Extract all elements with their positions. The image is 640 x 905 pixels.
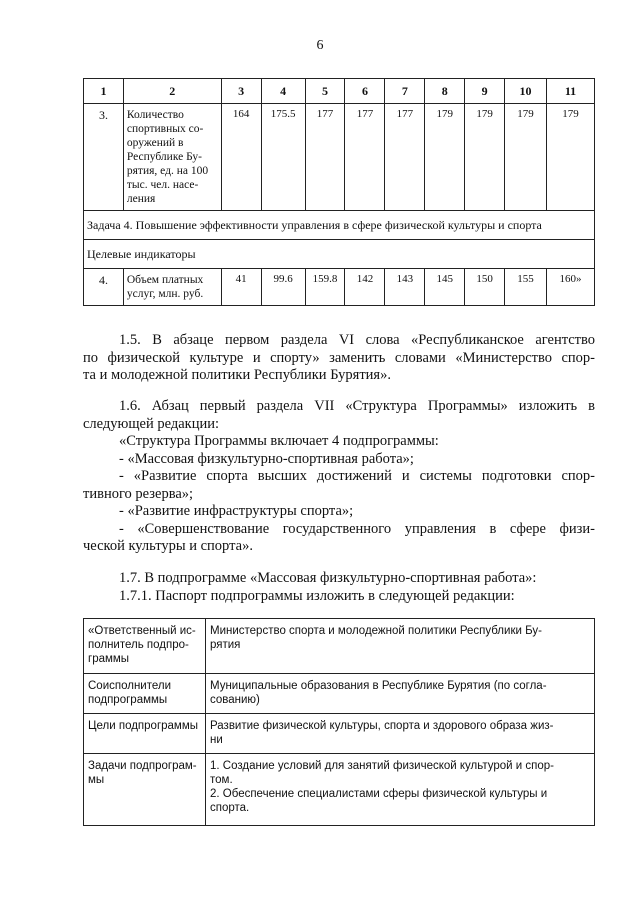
row-number: 4. bbox=[84, 269, 124, 306]
value-cell: 41 bbox=[221, 269, 261, 306]
text-line: - «Развитие инфраструктуры спорта»; bbox=[119, 503, 354, 519]
header-cell: 11 bbox=[547, 79, 595, 104]
value-cell: 164 bbox=[221, 104, 261, 211]
value-cell: 177 bbox=[345, 104, 385, 211]
value-cell: 142 bbox=[345, 269, 385, 306]
value-line: Развитие физической культуры, спорта и здорового образа жиз- bbox=[210, 720, 554, 732]
passport-label bbox=[84, 754, 206, 826]
header-cell: 6 bbox=[345, 79, 385, 104]
text-line: «Структура Программы включает 4 подпрограммы: bbox=[119, 433, 439, 449]
passport-label bbox=[84, 674, 206, 714]
header-cell: 7 bbox=[385, 79, 425, 104]
value-cell: 145 bbox=[425, 269, 465, 306]
text-line: 1.7. В подпрограмме «Массовая физкультурно-спортивная работа»: bbox=[119, 570, 537, 586]
value-line: сованию) bbox=[210, 694, 260, 706]
name-line: Объем платных bbox=[126, 274, 204, 286]
text-line: тивного резерва»; bbox=[83, 485, 194, 502]
text-line: 1.6. Абзац первый раздела VII «Структура Программы» изложить в bbox=[119, 398, 595, 414]
header-cell: 9 bbox=[465, 79, 505, 104]
table-row bbox=[84, 754, 595, 826]
indicator-name bbox=[123, 269, 221, 306]
table-row bbox=[84, 104, 595, 211]
value-cell: 159.8 bbox=[305, 269, 345, 306]
header-cell: 5 bbox=[305, 79, 345, 104]
value-line: Министерство спорта и молодежной политики Республики Бу- bbox=[210, 625, 542, 637]
text-line: ческой культуры и спорта». bbox=[83, 538, 253, 554]
label-line: подпрограммы bbox=[88, 694, 168, 706]
row-number: 3. bbox=[84, 104, 124, 211]
label-line: мы bbox=[88, 774, 105, 786]
text-line: 1.7.1. Паспорт подпрограммы изложить в следующей редакции: bbox=[119, 587, 515, 604]
value-cell: 177 bbox=[305, 104, 345, 211]
text-line: та и молодежной политики Республики Бурятия». bbox=[83, 367, 391, 383]
value-cell: 150 bbox=[465, 269, 505, 306]
indicators-table bbox=[83, 78, 595, 306]
table-row bbox=[84, 714, 595, 754]
value-cell: 143 bbox=[385, 269, 425, 306]
text-line: 1.5. В абзаце первом раздела VI слова «Республиканское агентство bbox=[119, 332, 595, 348]
value-line: спорта. bbox=[210, 802, 250, 814]
label-line: «Ответственный ис- bbox=[88, 625, 196, 637]
label-line: Цели подпрограммы bbox=[88, 720, 199, 732]
header-cell: 10 bbox=[505, 79, 547, 104]
paragraph-1-7 bbox=[83, 570, 595, 605]
value-line: рятия bbox=[210, 639, 241, 651]
header-cell: 2 bbox=[123, 79, 221, 104]
text-line: по физической культуре и спорту» заменить словами «Министерство спор- bbox=[83, 349, 595, 366]
name-line: оружений в bbox=[126, 137, 184, 149]
table-row bbox=[84, 674, 595, 714]
indicators-row bbox=[84, 240, 595, 269]
passport-label bbox=[84, 714, 206, 754]
page-number: 6 bbox=[316, 38, 324, 53]
indicator-name bbox=[123, 104, 221, 211]
value-cell: 99.6 bbox=[261, 269, 305, 306]
name-line: рятия, ед. на 100 bbox=[126, 165, 209, 177]
paragraph-1-5 bbox=[83, 332, 595, 385]
paragraph-1-6 bbox=[83, 398, 595, 556]
value-cell: 155 bbox=[505, 269, 547, 306]
target-indicators-heading: Целевые индикаторы bbox=[84, 240, 595, 269]
table-row bbox=[84, 269, 595, 306]
value-cell: 179 bbox=[547, 104, 595, 211]
value-line: том. bbox=[210, 774, 233, 786]
value-cell: 175.5 bbox=[261, 104, 305, 211]
table-row bbox=[84, 619, 595, 674]
value-line: 2. Обеспечение специалистами сферы физической культуры и bbox=[210, 788, 548, 800]
name-line: спортивных со- bbox=[126, 123, 204, 135]
value-cell: 177 bbox=[385, 104, 425, 211]
header-cell: 8 bbox=[425, 79, 465, 104]
name-line: тыс. чел. насе- bbox=[126, 179, 199, 191]
value-cell: 179 bbox=[465, 104, 505, 211]
value-cell: 179 bbox=[505, 104, 547, 211]
label-line: Задачи подпрограм- bbox=[88, 760, 197, 772]
text-line: следующей редакции: bbox=[83, 415, 220, 432]
header-cell: 3 bbox=[221, 79, 261, 104]
value-cell: 160» bbox=[547, 269, 595, 306]
name-line: Республике Бу- bbox=[126, 151, 203, 163]
table-header-row bbox=[84, 79, 595, 104]
text-line: - «Развитие спорта высших достижений и системы подготовки спор- bbox=[119, 468, 595, 484]
name-line: ления bbox=[126, 193, 156, 205]
value-line: ни bbox=[210, 734, 223, 746]
text-line: - «Совершенствование государственного управления в сфере физи- bbox=[119, 520, 595, 537]
label-line: граммы bbox=[88, 653, 130, 665]
value-line: Муниципальные образования в Республике Бурятия (по согла- bbox=[210, 680, 547, 692]
value-line: 1. Создание условий для занятий физической культурой и спор- bbox=[210, 760, 555, 772]
passport-value bbox=[206, 754, 595, 826]
name-line: Количество bbox=[126, 109, 184, 121]
task-row bbox=[84, 211, 595, 240]
value-cell: 179 bbox=[425, 104, 465, 211]
passport-value bbox=[206, 714, 595, 754]
task-4-heading: Задача 4. Повышение эффективности управления в сфере физической культуры и спорта bbox=[84, 211, 595, 240]
header-cell: 4 bbox=[261, 79, 305, 104]
subprogram-passport-table bbox=[83, 618, 595, 826]
label-line: Соисполнители bbox=[88, 680, 172, 692]
name-line: услуг, млн. руб. bbox=[126, 288, 204, 300]
passport-value bbox=[206, 619, 595, 674]
passport-label bbox=[84, 619, 206, 674]
text-line: - «Массовая физкультурно-спортивная работа»; bbox=[119, 450, 414, 467]
header-cell: 1 bbox=[84, 79, 124, 104]
passport-value bbox=[206, 674, 595, 714]
label-line: полнитель подпро- bbox=[88, 639, 189, 651]
